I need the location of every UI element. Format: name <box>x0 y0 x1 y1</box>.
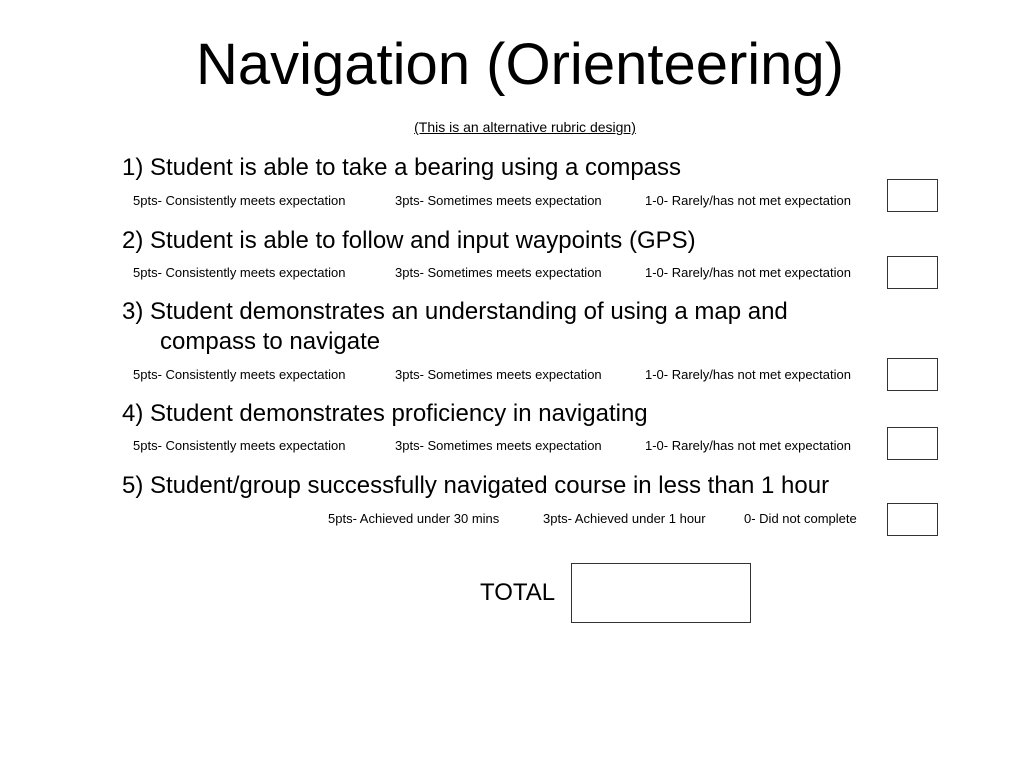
criterion-3-question-line1: 3) Student demonstrates an understanding of using a map and <box>122 298 788 325</box>
criterion-5-score-box[interactable] <box>887 503 938 536</box>
criterion-3-level-low: 1-0- Rarely/has not met expectation <box>645 367 851 382</box>
criterion-2-level-mid: 3pts- Sometimes meets expectation <box>395 265 602 280</box>
criterion-2-level-high: 5pts- Consistently meets expectation <box>133 265 346 280</box>
criterion-3-level-mid: 3pts- Sometimes meets expectation <box>395 367 602 382</box>
criterion-4-level-low: 1-0- Rarely/has not met expectation <box>645 438 851 453</box>
criterion-1-level-low: 1-0- Rarely/has not met expectation <box>645 193 851 208</box>
page-subtitle: (This is an alternative rubric design) <box>414 119 636 135</box>
criterion-3-question <box>122 297 788 357</box>
criterion-1-level-high: 5pts- Consistently meets expectation <box>133 193 346 208</box>
criterion-3-question-line2: compass to navigate <box>160 328 381 355</box>
criterion-3-score-box[interactable] <box>887 358 938 391</box>
criterion-2-level-low: 1-0- Rarely/has not met expectation <box>645 265 851 280</box>
criterion-4-level-mid: 3pts- Sometimes meets expectation <box>395 438 602 453</box>
criterion-4-level-high: 5pts- Consistently meets expectation <box>133 438 346 453</box>
page-title: Navigation (Orienteering) <box>196 32 844 97</box>
criterion-5-level-high: 5pts- Achieved under 30 mins <box>328 511 500 526</box>
criterion-1-score-box[interactable] <box>887 179 938 212</box>
criterion-4-score-box[interactable] <box>887 427 938 460</box>
criterion-5-level-mid: 3pts- Achieved under 1 hour <box>543 511 706 526</box>
criterion-5-question: 5) Student/group successfully navigated course in less than 1 hour <box>122 472 830 499</box>
criterion-4-question: 4) Student demonstrates proficiency in navigating <box>122 400 648 427</box>
criterion-5-level-low: 0- Did not complete <box>744 511 857 526</box>
total-score-box[interactable] <box>571 563 751 623</box>
criterion-3-level-high: 5pts- Consistently meets expectation <box>133 367 346 382</box>
total-label: TOTAL <box>480 579 556 606</box>
criterion-1-level-mid: 3pts- Sometimes meets expectation <box>395 193 602 208</box>
criterion-2-question: 2) Student is able to follow and input waypoints (GPS) <box>122 227 696 254</box>
criterion-1-question: 1) Student is able to take a bearing using a compass <box>122 154 682 181</box>
criterion-2-score-box[interactable] <box>887 256 938 289</box>
